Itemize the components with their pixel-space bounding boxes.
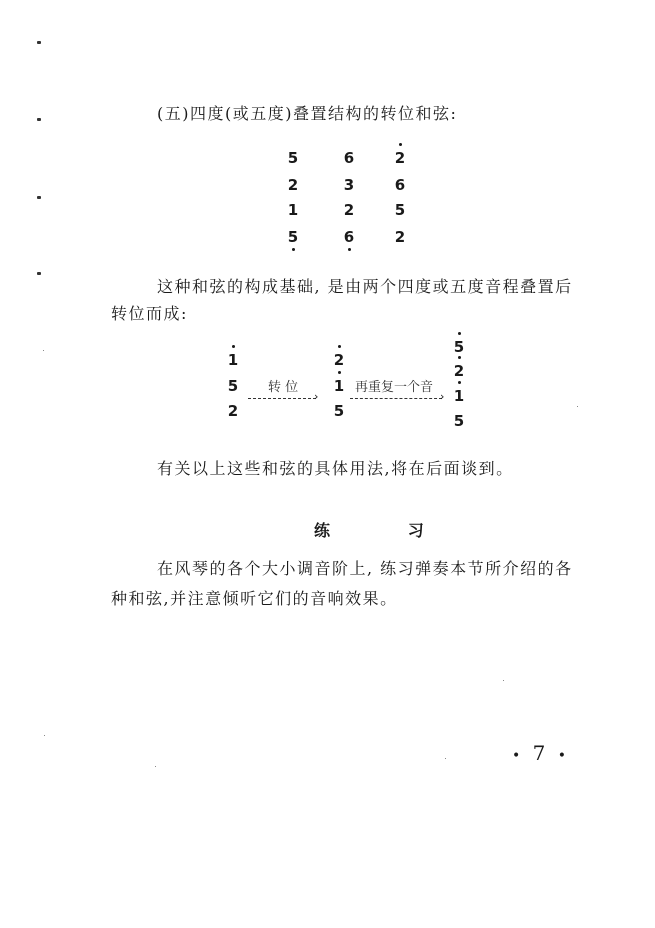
diagram-note: 2: [330, 351, 348, 369]
octave-dot-above: [458, 356, 461, 359]
paragraph-line: 在风琴的各个大小调音阶上, 练习弹奏本节所介绍的各: [157, 559, 573, 578]
diagram-note: 1: [224, 351, 242, 369]
paragraph-line: 种和弦,并注意倾听它们的音响效果。: [111, 589, 398, 608]
diagram-note: 2: [227, 402, 239, 420]
octave-dot-above: [399, 143, 402, 146]
chord-note: 5: [394, 201, 406, 219]
chord-note: 6: [340, 228, 358, 246]
section-heading: (五)四度(或五度)叠置结构的转位和弦:: [157, 104, 458, 123]
octave-dot-above: [458, 332, 461, 335]
page-number-value: 7: [532, 741, 546, 765]
paragraph: 有关以上这些和弦的具体用法,将在后面谈到。: [157, 459, 514, 478]
octave-dot-above: [338, 345, 341, 348]
chord-note: 5: [287, 149, 299, 167]
chord-note: 1: [287, 201, 299, 219]
margin-mark: [37, 118, 41, 121]
arrow-label: 转 位: [268, 380, 299, 395]
chord-note: 5: [284, 228, 302, 246]
octave-dot-above: [338, 371, 341, 374]
chord-note: 6: [343, 149, 355, 167]
octave-dot-above: [232, 345, 235, 348]
diagram-note: 5: [453, 412, 465, 430]
chord-note: 2: [287, 176, 299, 194]
arrow-line: [248, 398, 316, 399]
exercise-title: 练 习: [314, 521, 426, 540]
margin-mark: [37, 272, 41, 275]
diagram-note: 5: [227, 377, 239, 395]
bullet-icon: •: [512, 748, 521, 764]
octave-dot-below: [348, 248, 351, 251]
chord-note: 6: [394, 176, 406, 194]
chord-note: 2: [391, 149, 409, 167]
chord-note: 3: [343, 176, 355, 194]
octave-dot-above: [458, 381, 461, 384]
arrow-label: 再重复一个音: [355, 380, 434, 395]
chord-note: 2: [394, 228, 406, 246]
margin-mark: [37, 196, 41, 199]
diagram-note: 1: [450, 387, 468, 405]
arrow-head-icon: ›: [440, 390, 445, 403]
diagram-note: 1: [330, 377, 348, 395]
margin-mark: [37, 41, 41, 44]
paragraph-line: 转位而成:: [111, 304, 188, 323]
diagram-note: 5: [450, 338, 468, 356]
paragraph-line: 这种和弦的构成基础, 是由两个四度或五度音程叠置后: [157, 277, 573, 296]
arrow-head-icon: ›: [314, 390, 319, 403]
diagram-note: 2: [450, 362, 468, 380]
page-number: [512, 741, 566, 765]
arrow-line: [350, 398, 442, 399]
bullet-icon: •: [557, 748, 566, 764]
octave-dot-below: [292, 248, 295, 251]
chord-note: 2: [343, 201, 355, 219]
diagram-note: 5: [333, 402, 345, 420]
